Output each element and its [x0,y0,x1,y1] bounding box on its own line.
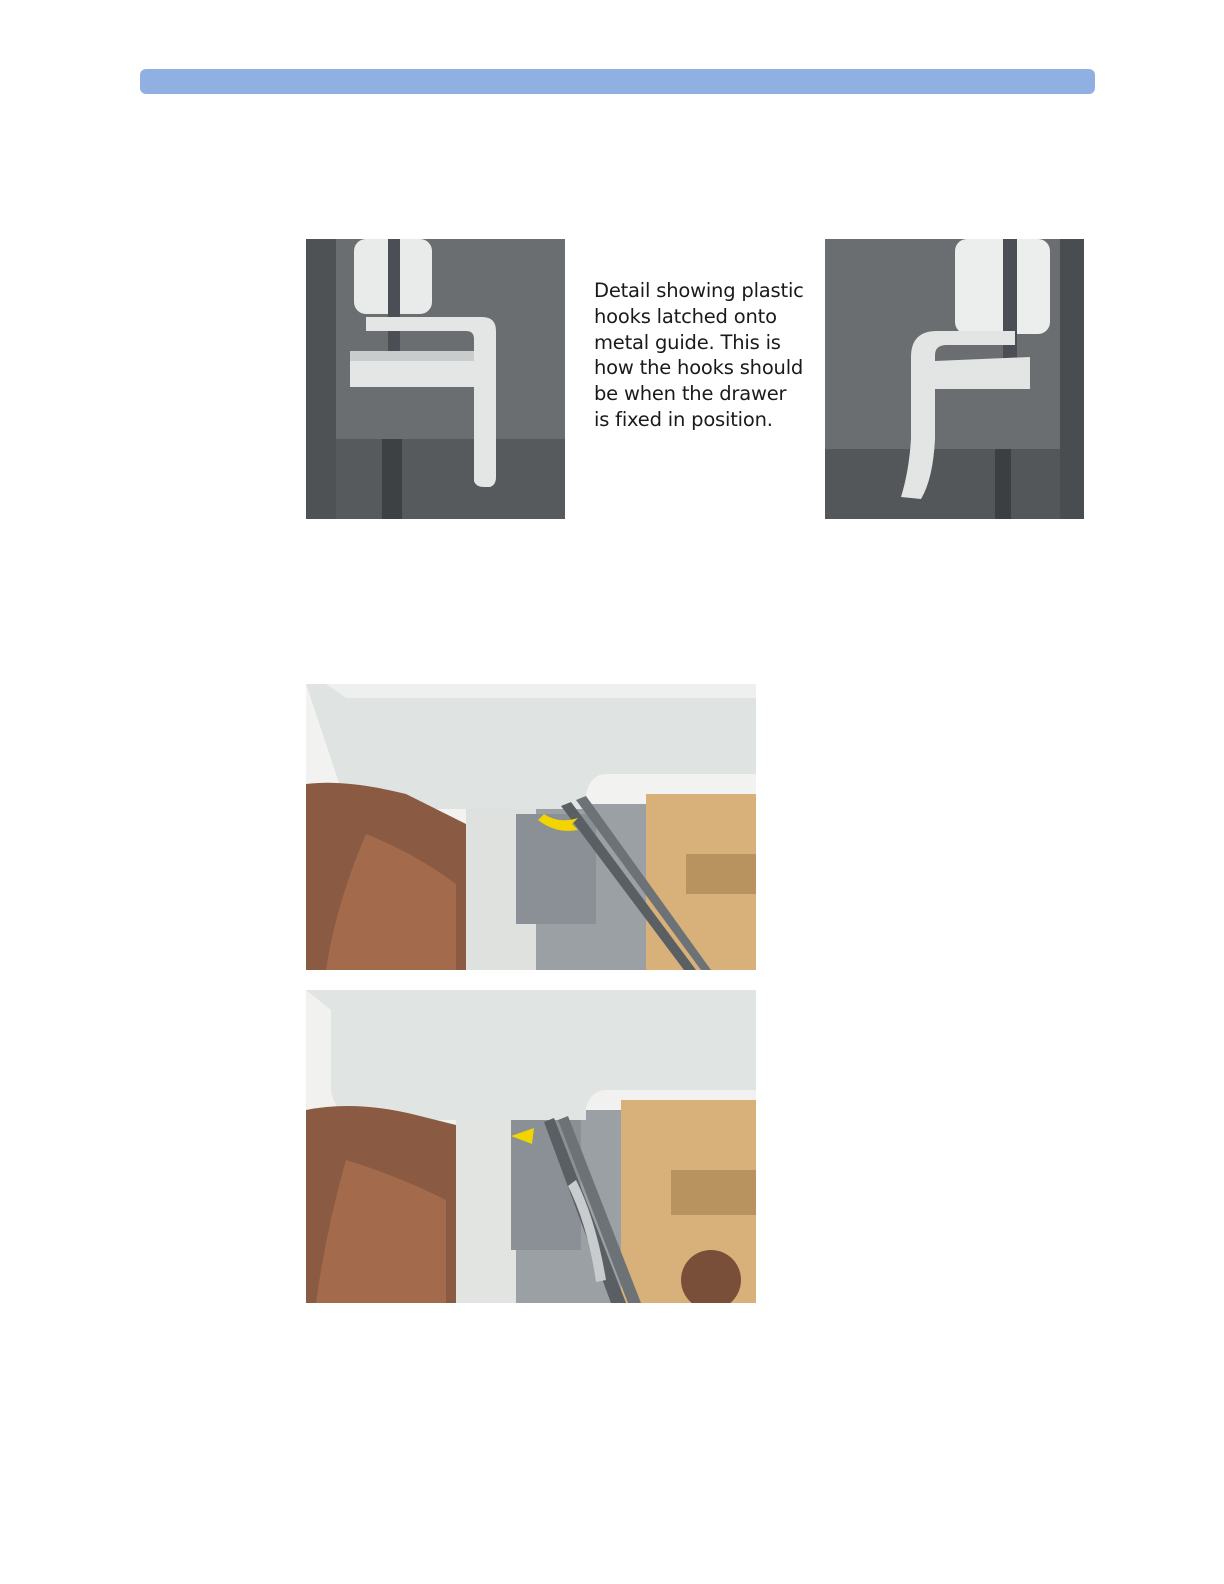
caption-line: Detail showing plastic [594,279,804,302]
hook-caption [594,278,816,433]
caption-line: how the hooks should [594,356,804,380]
header-bar [140,69,1095,94]
caption-line: be when the drawer [594,382,787,406]
pliers-photo-bottom [306,990,756,1303]
hook-photo-right [825,239,1084,519]
pliers-photo-top [306,684,756,970]
hook-photo-left [306,239,565,519]
caption-line: hooks latched onto [594,304,777,328]
caption-line: is fixed in position. [594,407,773,431]
caption-line: metal guide. This is [594,330,781,354]
